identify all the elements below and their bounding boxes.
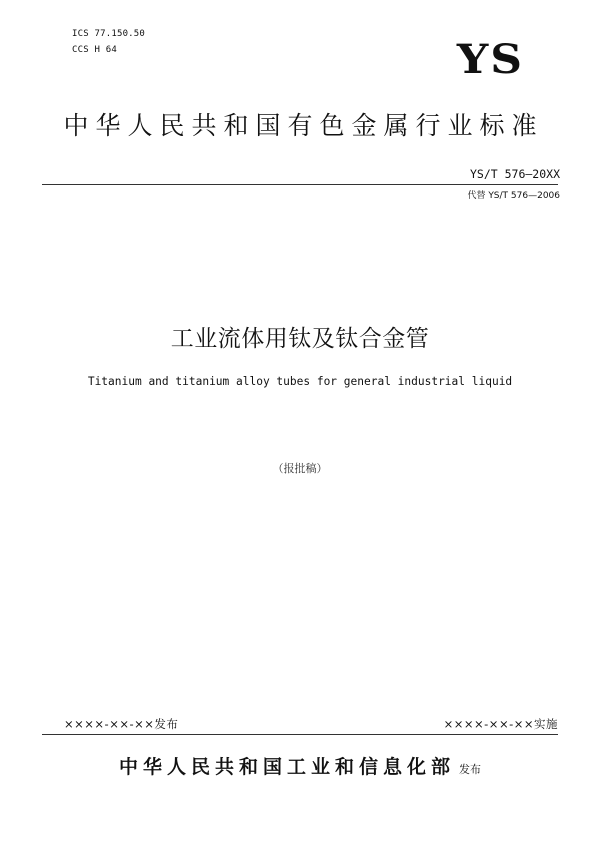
ys-logo: YS <box>456 36 524 83</box>
ics-code: ICS 77.150.50 <box>72 29 146 39</box>
publisher-name: 中华人民共和国工业和信息化部 <box>118 756 455 778</box>
replaces-standard: 代替 YS/T 576—2006 <box>467 191 560 201</box>
publisher-line <box>0 752 600 779</box>
implementation-date: ××××-××-××实施 <box>443 717 558 731</box>
publisher-verb: 发布 <box>459 763 481 776</box>
standard-number: YS/T 576—20XX <box>469 167 560 181</box>
top-divider <box>42 184 558 185</box>
issue-date: ××××-××-××发布 <box>64 717 179 731</box>
draft-stage-label: （报批稿） <box>272 462 328 475</box>
ccs-code: CCS H 64 <box>72 45 117 55</box>
bottom-divider <box>42 734 558 735</box>
document-title-chinese: 工业流体用钛及钛合金管 <box>170 326 430 352</box>
standard-category-title: 中华人民共和国有色金属行业标准 <box>63 111 544 140</box>
document-title-english: Titanium and titanium alloy tubes for general industrial liquid <box>87 375 513 388</box>
